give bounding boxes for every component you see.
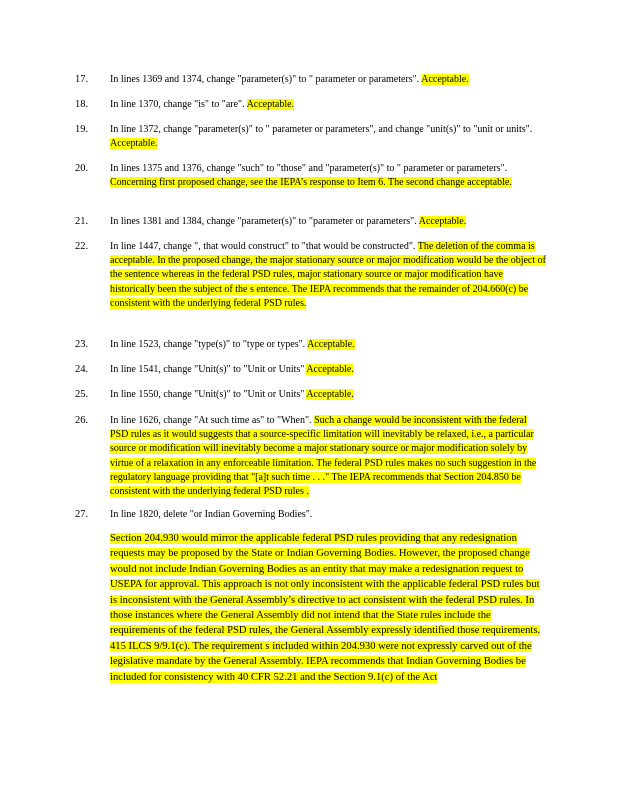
item-text (110, 363, 546, 377)
item-comment: Acceptable. (421, 74, 469, 85)
item-comment: Acceptable. (110, 138, 158, 150)
item-comment: The deletion of the comma is acceptable. In the proposed change, the major stationary source or major modification would be the object of the sentence whereas in the federal PSD rules, major stationary source or major modification have historically been the subject of the s entence. The IEPA recommends that the remainder of 204.660(c) be consistent with the underlying federal PSD rules. (110, 241, 546, 309)
item-instruction: In line 1370, change "is" to "are". (110, 99, 245, 110)
item-instruction: In line 1523, change "type(s)" to "type or types". (110, 339, 306, 350)
item-instruction: In line 1541, change "Unit(s)" to "Unit or Units" (110, 364, 305, 375)
item-instruction: In lines 1369 and 1374, change "parameter(s)" to " parameter or parameters". (110, 74, 420, 85)
item-text (110, 388, 546, 402)
item-number: 23. (75, 339, 89, 350)
closing-paragraph (110, 531, 546, 685)
item-number: 20. (75, 163, 89, 174)
item-number: 21. (75, 216, 89, 227)
item-instruction: In lines 1381 and 1384, change "parameter(s)" to "parameter or parameters". (110, 216, 417, 227)
item-number: 17. (75, 74, 89, 85)
item-comment: Acceptable. (306, 389, 354, 400)
item-comment: Acceptable. (246, 99, 295, 110)
item-instruction: In line 1626, change "At such time as" to "When". (110, 415, 312, 426)
item-text (110, 240, 546, 311)
item-number: 22. (75, 241, 89, 252)
item-comment: Acceptable. (307, 339, 355, 350)
item-number: 26. (75, 415, 89, 426)
item-number: 18. (75, 99, 89, 110)
item-text (110, 73, 546, 87)
item-text (110, 162, 546, 190)
item-comment: Acceptable. (306, 364, 354, 375)
item-text (110, 414, 546, 499)
item-instruction: In lines 1375 and 1376, change "such" to "those" and "parameter(s)" to " parameter or parameters". (110, 163, 508, 174)
item-text (110, 123, 546, 151)
item-instruction: In line 1820, delete "or Indian Governing Bodies". (110, 509, 313, 520)
item-number: 19. (75, 124, 89, 135)
item-number: 27. (75, 509, 89, 520)
item-number: 24. (75, 364, 89, 375)
item-text (110, 98, 546, 112)
item-comment: Concerning first proposed change, see the IEPA’s response to Item 6. The second change acceptable. (110, 177, 512, 189)
item-comment: Acceptable. (418, 216, 467, 227)
item-comment: Such a change would be inconsistent with the federal PSD rules as it would suggests that a source-specific limitation will inevitably be relaxed, i.e., a particular source or modification will inevitably become a major stationary source or major modification solely by virtue of a relaxation in any enforceable limitation. The federal PSD rules makes no such suggestion in the regulatory language providing that "[a]t such time . . ." The IEPA recommends that Section 204.850 be consistent with the underlying federal PSD rules . (110, 415, 537, 498)
item-instruction: In line 1372, change "parameter(s)" to " parameter or parameters", and change "unit(s)" to "unit or units". (110, 124, 533, 135)
item-text (110, 338, 546, 352)
item-number: 25. (75, 389, 89, 400)
item-text (110, 215, 546, 229)
item-text (110, 508, 546, 522)
item-instruction: In line 1447, change ", that would construct" to "that would be constructed". (110, 241, 416, 252)
closing-paragraph-text: Section 204.930 would mirror the applicable federal PSD rules providing that any redesignation requests may be proposed by the State or Indian Governing Bodies. However, the proposed change would not include Indian Governing Bodies as an entity that may make a redesignation request to USEPA for approval. This approach is not only inconsistent with the applicable federal PSD rules but is inconsistent with the General Assembly’s directive to act consistent with the federal PSD rules. In those instances where the General Assembly did not intend that the State rules include the requirements of the federal PSD rules, the General Assembly expressly identified those requirements. 415 ILCS 9/9.1(c). The requirement s included within 204.930 were not expressly carved out of the legislative mandate by the General Assembly. IEPA recommends that Indian Governing Bodies be included for consistency with 40 CFR 52.21 and the Section 9.1(c) of the Act (110, 533, 541, 683)
item-instruction: In line 1550, change "Unit(s)" to "Unit or Units" (110, 389, 305, 400)
